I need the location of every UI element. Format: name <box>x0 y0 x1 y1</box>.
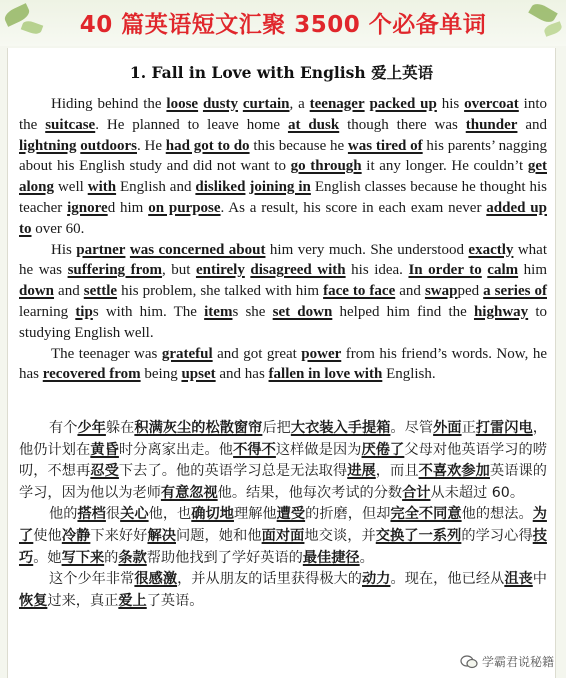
key-term: packed up <box>369 96 437 112</box>
text-run: ，而且 <box>375 463 419 480</box>
text-run: his parents’ nagging about his English study and did not want to <box>19 137 547 175</box>
text-run: 他的 <box>49 506 78 523</box>
key-term: go through <box>290 158 362 175</box>
key-term: 积满灰尘的松散窗帘 <box>134 420 263 436</box>
key-term: 很感激 <box>134 571 178 588</box>
text-run: English and <box>116 179 196 196</box>
key-term: with <box>87 179 117 196</box>
text-run: ped <box>457 283 484 300</box>
key-term: down <box>19 283 55 300</box>
text-run: 躲在 <box>105 420 135 436</box>
key-term: face to face <box>323 283 396 300</box>
text-run: 。她 <box>33 549 62 566</box>
text-run: 理解他 <box>233 506 277 523</box>
text-run: 过来，真正 <box>47 592 119 609</box>
key-term: 交换了一系列 <box>375 527 462 544</box>
text-run: his idea. <box>345 262 409 279</box>
key-term: 关心 <box>120 506 149 523</box>
banner-title: 40 篇英语短文汇聚 3500 个必备单词 <box>79 11 487 38</box>
text-run: 下来好好 <box>90 527 148 544</box>
text-run: 这个少年非常 <box>49 571 135 588</box>
key-term: was concerned about <box>129 241 266 258</box>
key-term: at dusk <box>287 116 340 133</box>
key-term: item <box>204 303 233 320</box>
text-run: s she <box>232 303 273 320</box>
key-term: recovered from <box>42 366 141 383</box>
text-run: from his friend’s words. Now, he has <box>19 345 547 383</box>
text-run: ，他仍计划在 <box>19 420 547 458</box>
key-term: power <box>301 345 342 362</box>
key-term: grateful <box>161 345 213 362</box>
text-run: him <box>518 262 547 279</box>
key-term: 条款 <box>118 549 147 566</box>
text-run: 他的想法。 <box>461 506 533 523</box>
key-term: exactly <box>468 241 514 258</box>
watermark-text: 学霸君说秘籍 <box>481 655 554 669</box>
text-run: and got great <box>212 345 302 362</box>
key-term: suitcase <box>45 116 96 133</box>
text-run: 的折磨，但却 <box>305 506 391 523</box>
text-run: 时分离家出走。他 <box>118 441 234 458</box>
key-term: 动力 <box>362 571 391 588</box>
text-run: English classes because he thought his teacher <box>19 179 547 216</box>
key-term: 技巧 <box>19 527 547 566</box>
text-run: into the <box>19 96 547 133</box>
text-run: well <box>54 179 88 196</box>
key-term: 恢复 <box>19 592 48 609</box>
key-term: get along <box>19 158 547 196</box>
key-term: 忍受 <box>90 463 119 480</box>
text-run: 了英语。 <box>146 592 204 609</box>
text-run: , but <box>161 262 196 279</box>
key-term: curtain <box>242 96 290 112</box>
text-run: 后把 <box>262 420 291 436</box>
text-run: being <box>140 366 182 383</box>
key-term: thunder <box>465 116 518 133</box>
key-term: 为了 <box>19 506 547 544</box>
text-run: and <box>395 283 425 300</box>
text-run: 英语课的学习，因为他以为老师 <box>19 463 547 501</box>
text-run: 地交谈，并 <box>304 527 376 544</box>
key-term: 不得不 <box>233 441 276 458</box>
text-run: . As a result, his score in each exam never <box>220 199 487 216</box>
key-term: settle <box>83 283 118 300</box>
text-run: 。 <box>359 549 374 566</box>
key-term: 大衣装入手提箱 <box>290 420 391 436</box>
key-term: 有意忽视 <box>160 484 218 501</box>
key-term: 厌倦了 <box>361 441 405 458</box>
text-run: 从未超过 60。 <box>430 484 525 501</box>
text-run: 父母对他英语学习的唠叨，不想再 <box>19 441 547 480</box>
text-run: Hiding behind the <box>51 96 167 112</box>
text-run: and <box>517 116 547 133</box>
text-run: 帮助他找到了学好英语的 <box>146 549 303 566</box>
text-run: 正 <box>461 420 476 436</box>
text-run: 。尽管 <box>390 420 434 436</box>
key-term: 确切地 <box>191 506 234 523</box>
key-term: 外面 <box>433 420 462 436</box>
text-run: . He <box>136 137 166 154</box>
text-run: , a <box>289 96 310 112</box>
text-run: his <box>436 96 465 112</box>
key-term: set down <box>272 303 333 320</box>
key-term: 黄昏 <box>90 441 119 458</box>
key-term: 少年 <box>77 420 106 436</box>
text-run: 有个 <box>49 420 78 436</box>
text-run: 的学习心得 <box>461 527 533 544</box>
key-term: was tired of <box>347 137 423 154</box>
article-heading: 1. Fall in Love with English 爱上英语 <box>129 63 434 82</box>
key-term: tip <box>75 303 93 320</box>
text-run: and <box>54 283 84 300</box>
text-run: s with him. The <box>92 303 205 320</box>
key-term: 面对面 <box>261 527 305 544</box>
text-run: helped him find the <box>332 303 474 320</box>
text-run: 使他 <box>33 527 62 544</box>
text-run: . He planned to leave home <box>95 116 288 133</box>
text-run: The teenager was <box>51 345 162 362</box>
key-term: outdoors <box>80 137 137 154</box>
key-term: 遭受 <box>276 506 306 523</box>
key-term: 进展 <box>347 463 376 480</box>
key-term: 完全不同意 <box>390 506 462 523</box>
cn-paragraph <box>19 418 547 504</box>
key-term: a series of <box>483 283 547 300</box>
watermark <box>460 653 554 670</box>
text-run: d him <box>107 199 149 216</box>
key-term: suffering from <box>67 262 162 279</box>
key-term: ignore <box>67 199 108 216</box>
key-term: partner <box>76 241 126 258</box>
text-run: and has <box>215 366 269 383</box>
banner <box>0 4 566 40</box>
chinese-text <box>19 418 547 612</box>
key-term: swap <box>424 283 458 300</box>
text-run: 他，也 <box>148 506 192 523</box>
text-run: learning <box>19 303 76 320</box>
key-term: highway <box>473 303 529 320</box>
key-term: disagreed with <box>250 262 346 279</box>
text-run: over 60. <box>31 220 85 237</box>
key-term: upset <box>181 366 216 383</box>
text-run: 很 <box>105 506 121 523</box>
key-term: 冷静 <box>61 527 91 544</box>
key-term: In order to <box>408 262 482 279</box>
key-term: calm <box>487 262 519 279</box>
text-run: His <box>51 241 77 258</box>
english-text <box>19 94 547 385</box>
text-run: him very much. She understood <box>265 241 469 258</box>
key-term: teenager <box>309 96 365 112</box>
en-paragraph <box>19 94 547 240</box>
text-run: 下去了。他的英语学习总是无法取得 <box>118 463 348 480</box>
text-run: 中 <box>532 571 547 588</box>
key-term: had got to do <box>165 137 250 154</box>
text-run: 问题，她和他 <box>176 527 262 544</box>
key-term: 沮丧 <box>504 571 533 588</box>
text-run: 。现在，他已经从 <box>390 571 505 588</box>
key-term: added up to <box>19 199 547 237</box>
text-run: though there was <box>339 116 466 133</box>
key-term: disliked <box>195 179 246 196</box>
key-term: 爱上 <box>118 592 147 609</box>
key-term: 解决 <box>147 527 176 544</box>
cn-paragraph <box>19 504 547 569</box>
text-run: this because he <box>249 137 348 154</box>
key-term: 打雷闪电 <box>475 420 533 436</box>
document-page <box>7 48 556 678</box>
text-run: his problem, she talked with him <box>117 283 324 300</box>
key-term: entirely <box>195 262 245 279</box>
key-term: fallen in love with <box>268 366 383 383</box>
en-paragraph <box>19 344 547 386</box>
text-run: 他。结果，他每次考试的分数 <box>217 484 403 501</box>
key-term: 不喜欢参加 <box>418 463 490 480</box>
key-term: 最佳捷径 <box>302 549 360 566</box>
key-term: loose <box>166 96 199 112</box>
key-term: 写下来 <box>61 549 105 566</box>
key-term: 搭档 <box>77 506 106 523</box>
text-run: it any longer. He couldn’t <box>361 158 528 175</box>
cn-paragraph <box>19 569 547 612</box>
key-term: joining in <box>249 179 311 196</box>
key-term: overcoat <box>464 96 519 112</box>
text-run: to studying English well. <box>19 303 547 341</box>
en-paragraph <box>19 240 547 344</box>
key-term: dusty <box>202 96 238 112</box>
text-run: 这样做是因为 <box>275 441 362 458</box>
text-run: English. <box>382 366 436 383</box>
key-term: 合计 <box>402 484 431 501</box>
wechat-icon <box>460 655 478 669</box>
text-run: 的 <box>104 549 119 566</box>
text-run: what he was <box>19 241 547 279</box>
key-term: lightning <box>19 137 77 154</box>
text-run: ，并从朋友的话里获得极大的 <box>177 571 363 588</box>
key-term: on purpose <box>148 199 221 216</box>
